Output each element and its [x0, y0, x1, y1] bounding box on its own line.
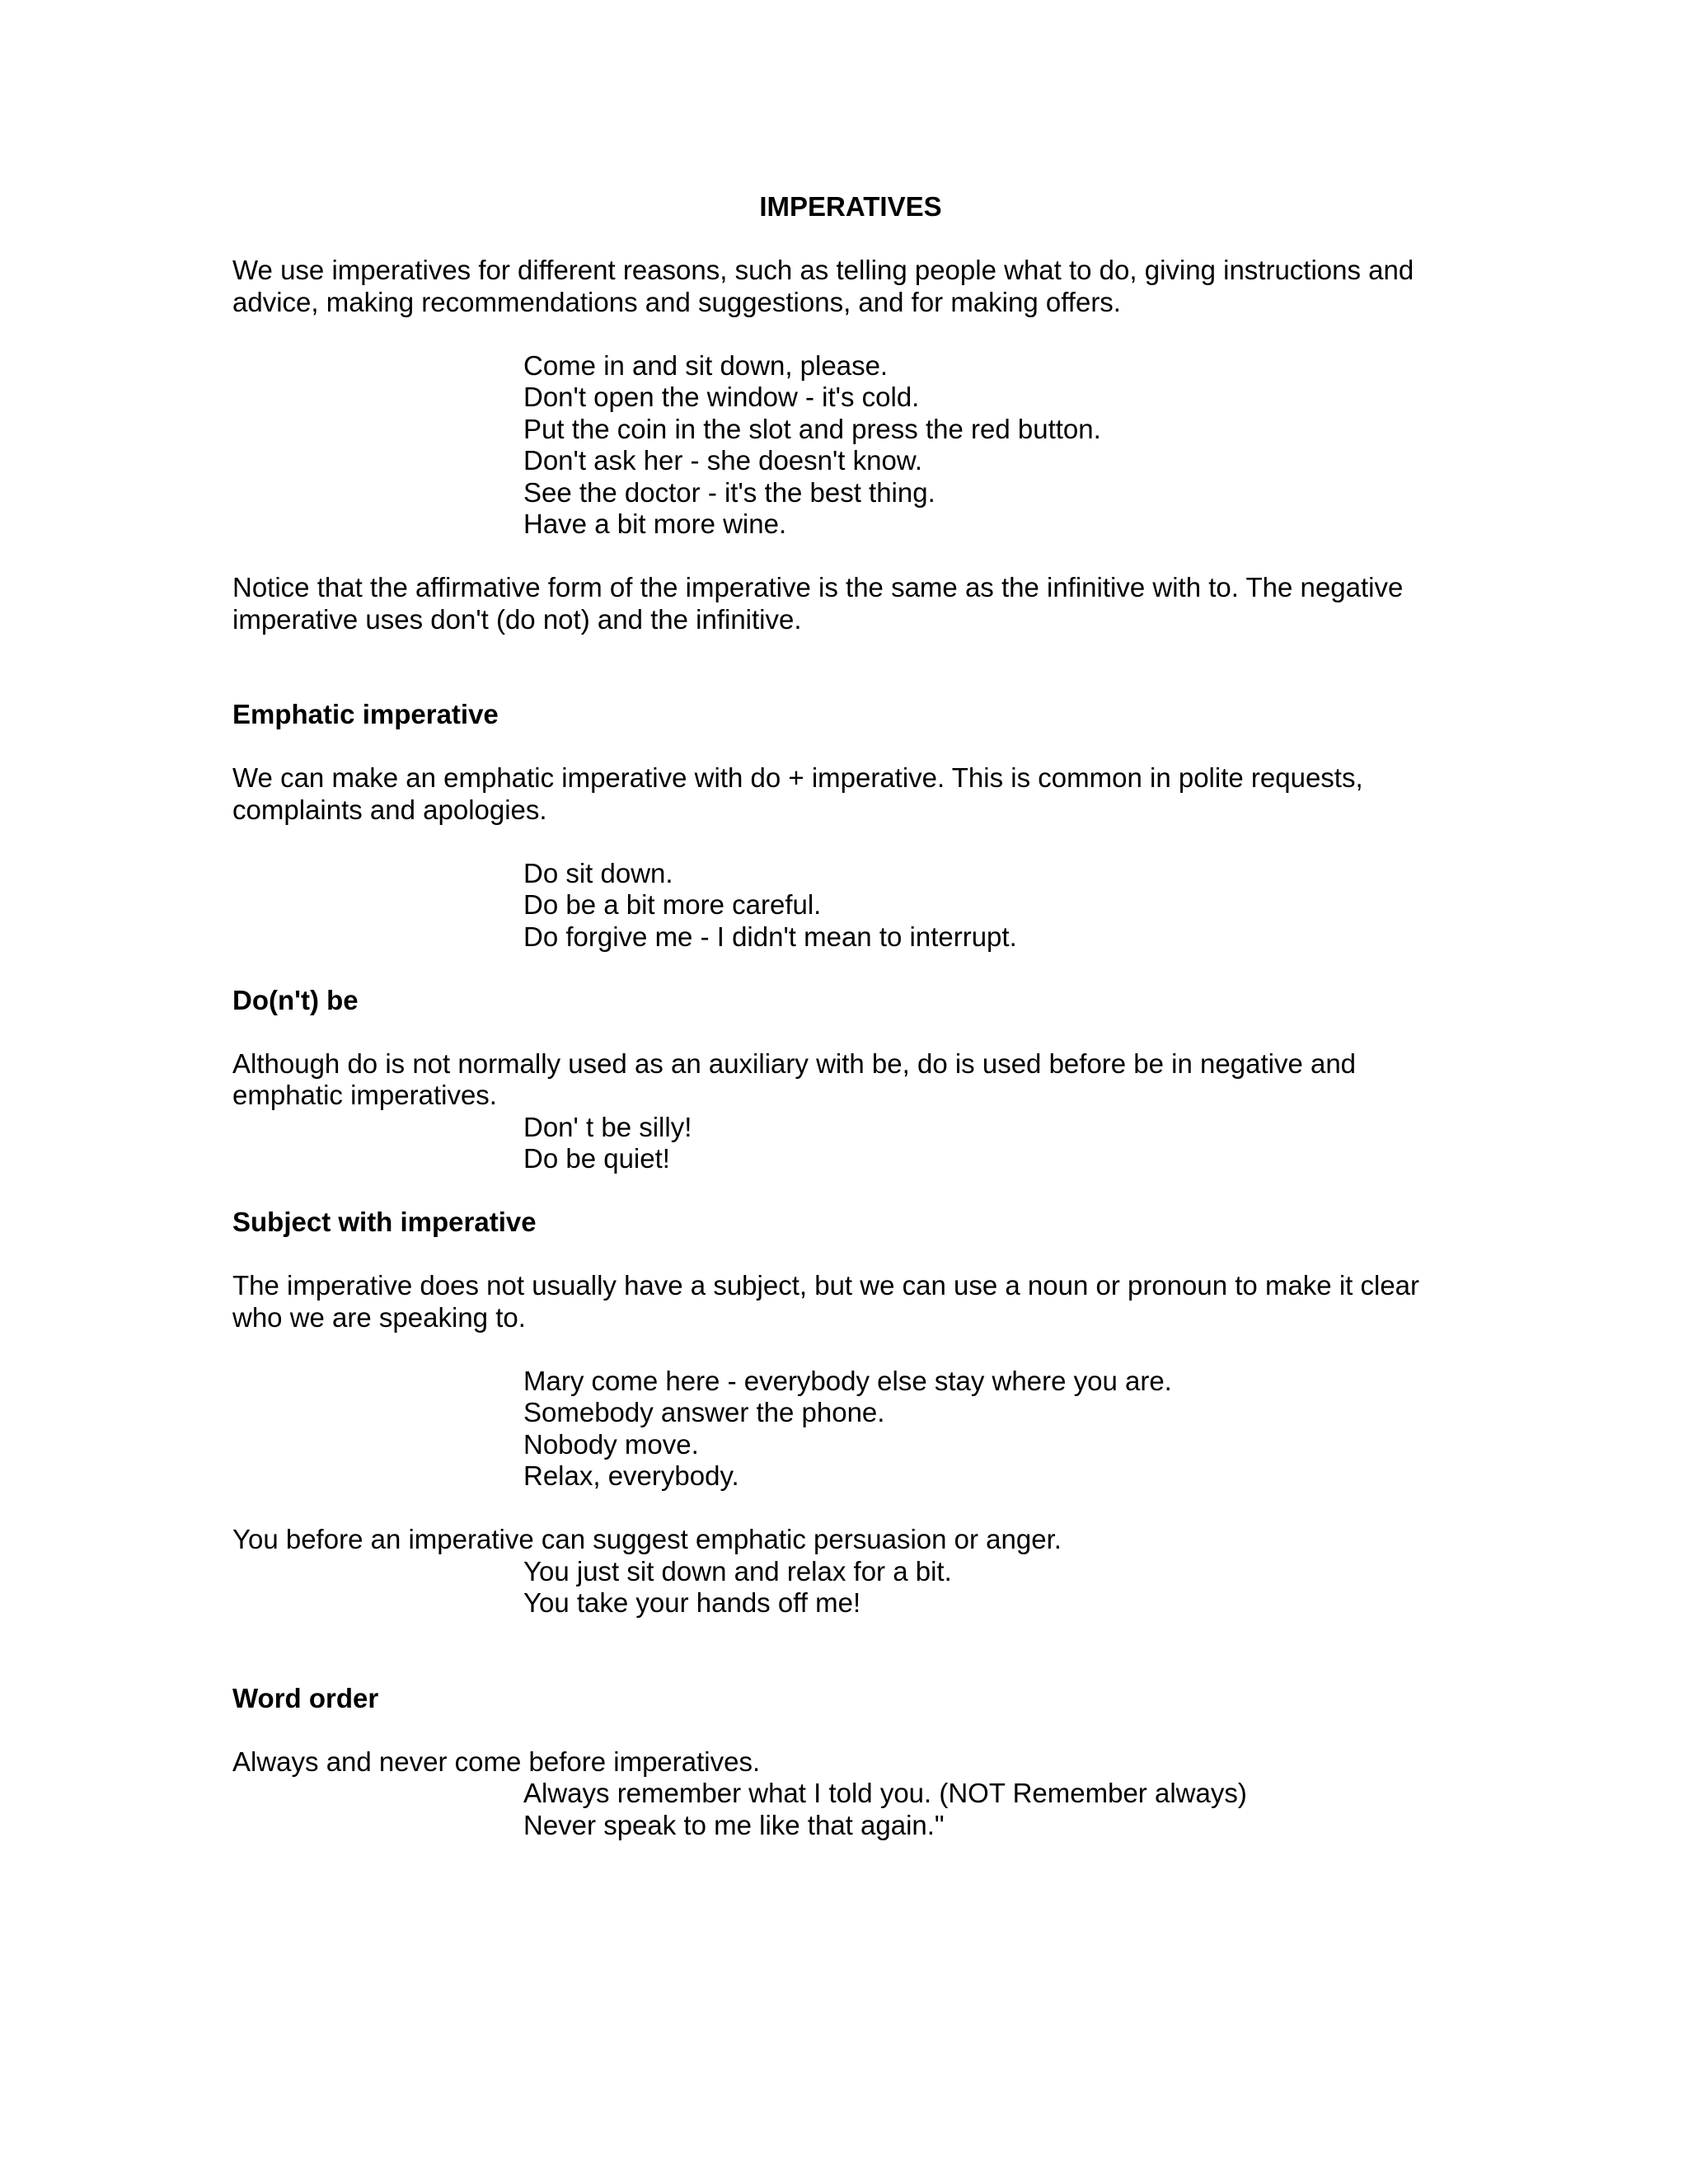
example-line: You take your hands off me! [523, 1587, 861, 1618]
page-title: IMPERATIVES [759, 191, 942, 222]
emphatic-line: We can make an emphatic imperative with do + imperative. This is common in polite requests, [232, 762, 1363, 793]
dont-be-examples [232, 1112, 1469, 1175]
example-line: See the doctor - it's the best thing. [523, 476, 935, 508]
example-line: Do forgive me - I didn't mean to interrupt. [523, 921, 1017, 952]
dont-be-line: Although do is not normally used as an auxiliary with be, do is used before be in negative and [232, 1047, 1357, 1079]
intro-line: We use imperatives for different reasons, such as telling people what to do, giving instructions and [232, 255, 1414, 285]
example-line: You just sit down and relax for a bit. [523, 1555, 952, 1586]
you-examples [232, 1556, 1469, 1619]
example-line: Somebody answer the phone. [523, 1397, 885, 1427]
section-heading-dont-be: Do(n't) be [232, 984, 359, 1015]
section-heading-word-order: Word order [232, 1682, 379, 1713]
note-line: Notice that the affirmative form of the imperative is the same as the infinitive with to. The negative [232, 572, 1404, 602]
example-line: Have a bit more wine. [523, 509, 787, 539]
dont-be-paragraph [232, 1048, 1469, 1112]
word-order-examples [232, 1778, 1469, 1841]
subject-examples [232, 1366, 1469, 1493]
intro-line: advice, making recommendations and suggestions, and for making offers. [232, 286, 1121, 317]
section-heading-emphatic: Emphatic imperative [232, 699, 499, 729]
intro-paragraph [232, 255, 1469, 318]
example-line: Come in and sit down, please. [523, 349, 889, 381]
note-line: imperative uses don't (do not) and the infinitive. [232, 603, 802, 635]
note-paragraph [232, 572, 1469, 635]
example-line: Don't ask her - she doesn't know. [523, 445, 923, 476]
example-line: Always remember what I told you. (NOT Remember always) [523, 1778, 1247, 1808]
emphatic-examples [232, 858, 1469, 954]
emphatic-paragraph [232, 762, 1469, 826]
example-line: Never speak to me like that again." [523, 1809, 945, 1840]
example-line: Don' t be silly! [523, 1111, 692, 1142]
dont-be-line: emphatic imperatives. [232, 1080, 497, 1110]
subject-line: who we are speaking to. [232, 1301, 526, 1333]
you-line: You before an imperative can suggest emphatic persuasion or anger. [232, 1524, 1062, 1554]
subject-line: The imperative does not usually have a subject, but we can use a noun or pronoun to make it clear [232, 1270, 1420, 1301]
emphatic-line: complaints and apologies. [232, 794, 547, 825]
example-line: Do be a bit more careful. [523, 889, 822, 920]
word-order-line: Always and never come before imperatives. [232, 1746, 761, 1777]
example-line: Relax, everybody. [523, 1460, 739, 1491]
document-page [232, 191, 1469, 1841]
subject-paragraph [232, 1270, 1469, 1333]
example-line: Nobody move. [523, 1428, 699, 1460]
section-heading-subject: Subject with imperative [232, 1207, 537, 1237]
intro-examples [232, 350, 1469, 541]
example-line: Put the coin in the slot and press the red button. [523, 413, 1101, 444]
example-line: Mary come here - everybody else stay where you are. [523, 1365, 1172, 1396]
example-line: Do be quiet! [523, 1143, 670, 1174]
example-line: Don't open the window - it's cold. [523, 382, 920, 412]
example-line: Do sit down. [523, 857, 673, 888]
